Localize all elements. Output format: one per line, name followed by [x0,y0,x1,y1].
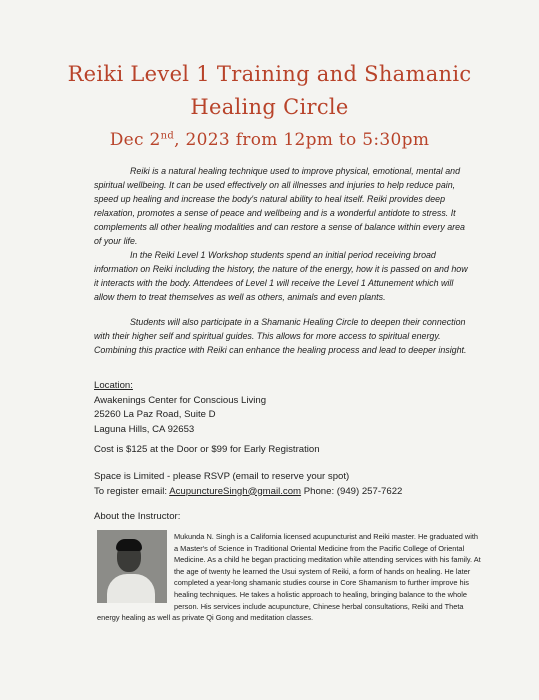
registration-block [94,470,402,499]
page-title-line-1: Reiki Level 1 Training and Shamanic [67,62,472,86]
space-limited-text: Space is Limited - please RSVP (email to reserve your spot) [94,471,350,482]
intro-paragraph: Reiki is a natural healing technique used to improve physical, emotional, mental and spiritual wellbeing. It can be used effectively on all illnesses and injuries to help reduce pain, speed up healing and increase the body's natural ability to heal itself. Reiki provides deep relaxation, promotes a sense of peace and wellbeing and is a wonderful antidote to stress. It complements all other healing modalities and can restore a sense of balance within every area of your life. [94,166,465,247]
instructor-bio: Mukunda N. Singh is a California licensed acupuncturist and Reiki master. He graduated with a Master's of Science in Traditional Oriental Medicine from the Pacific College of Oriental Medicine. As a child he began practicing meditation while attending services with his family. At the age of twenty he learned the Usui system of Reiki, a form of hands on healing. He later completed a year-long shamanic studies course in Core Shamanism to further improve his healing techniques. He takes a holistic approach to healing, bringing balance to the whole person. His services include acupuncture, Chinese herbal consultations, Reiki and Theta energy healing as well as private Qi Gong and meditation classes. [97,532,481,623]
page-title-line-2: Healing Circle [190,95,349,119]
register-line [94,485,402,500]
event-date [0,130,539,150]
cost-text: Cost is $125 at the Door or $99 for Early Registration [94,444,320,455]
workshop-paragraph: In the Reiki Level 1 Workshop students spend an initial period receiving broad information on Reiki including the history, the nature of the energy, how it is passed on and how it interacts with the body. Attendees of Level 1 will receive the Level 1 Attunement which will allow them to treat themselves as well as others, animals and even plants. [94,250,468,303]
location-city: Laguna Hills, CA 92653 [94,423,195,435]
location-block [94,379,266,437]
healing-circle-paragraph: Students will also participate in a Shamanic Healing Circle to deepen their connection with their higher self and spiritual guides. This allows for more access to spiritual energy. Combining this practice with Reiki can enhance the healing process and lead to deeper insight. [94,317,467,356]
date-suffix: , 2023 from 12pm to 5:30pm [174,130,430,150]
location-label: Location: [94,380,133,391]
date-prefix: Dec 2 [109,130,161,150]
register-prefix: To register email: [94,485,170,497]
date-superscript: nd [160,130,175,142]
email-link[interactable]: AcupunctureSingh@gmail.com [169,485,302,497]
instructor-heading: About the Instructor: [94,511,181,522]
location-name: Awakenings Center for Conscious Living [94,394,267,406]
location-street: 25260 La Paz Road, Suite D [94,409,216,420]
phone-number: Phone: (949) 257-7622 [301,485,403,497]
